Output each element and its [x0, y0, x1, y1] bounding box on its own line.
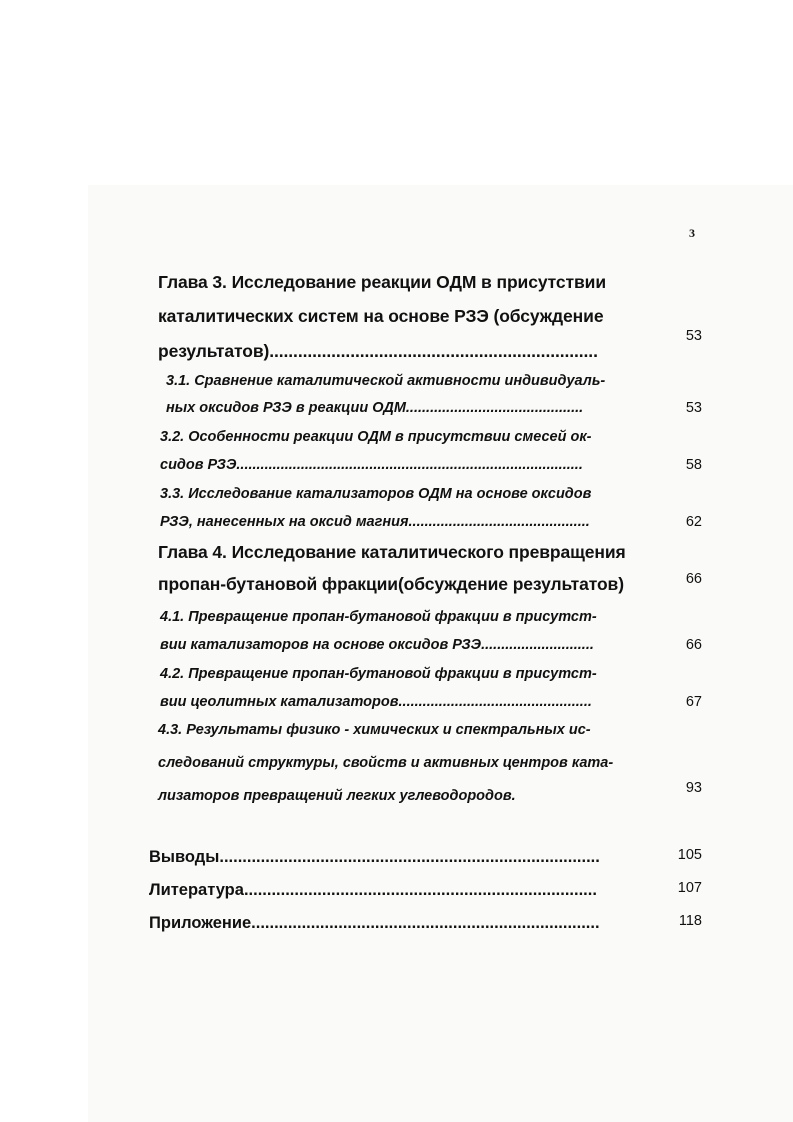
toc-chapter-3-line-1: Глава 3. Исследование реакции ОДМ в присутствии [158, 272, 606, 292]
toc-chapter-3-line-2: каталитических систем на основе РЗЭ (обсуждение [158, 306, 604, 326]
toc-section-3-3-line-1: 3.3. Исследование катализаторов ОДМ на основе оксидов [160, 486, 592, 502]
toc-section-3-2-line-1: 3.2. Особенности реакции ОДМ в присутствии смесей ок- [160, 429, 592, 445]
toc-chapter-4-line-2: пропан-бутановой фракции(обсуждение результатов) [158, 574, 624, 594]
toc-conclusions-label: Выводы................................................................................... [149, 848, 600, 866]
toc-section-4-3-line-3: лизаторов превращений легких углеводородов. [158, 788, 516, 804]
toc-section-4-1-line-2: вии катализаторов на основе оксидов РЗЭ............................ [160, 637, 594, 653]
toc-chapter-3-line-3: результатов)..................................................................... [158, 341, 598, 361]
toc-chapter-3-page: 53 [685, 328, 702, 344]
toc-section-4-1-page: 66 [685, 637, 702, 653]
toc-section-4-2-page: 67 [685, 694, 702, 710]
toc-section-4-3-line-2: следований структуры, свойств и активных центров ката- [158, 755, 614, 771]
toc-chapter-4-line-1: Глава 4. Исследование каталитического превращения [158, 542, 626, 562]
toc-appendix-page: 118 [678, 913, 702, 929]
toc-section-4-2-line-1: 4.2. Превращение пропан-бутановой фракции в присутст- [160, 666, 597, 682]
toc-section-3-1-page: 53 [685, 400, 702, 416]
toc-section-4-3-page: 93 [685, 780, 702, 796]
toc-section-4-2-line-2: вии цеолитных катализаторов................................................ [160, 694, 592, 710]
toc-conclusions-page: 105 [677, 847, 702, 863]
toc-section-3-2-line-2: сидов РЗЭ...................................................................................... [160, 457, 583, 473]
toc-chapter-4-page: 66 [685, 571, 702, 587]
toc-section-3-1-line-1: 3.1. Сравнение каталитической активности индивидуаль- [166, 373, 606, 389]
toc-references-page: 107 [677, 880, 702, 896]
toc-section-4-3-line-1: 4.3. Результаты физико - химических и спектральных ис- [158, 722, 591, 738]
toc-references-label: Литература............................................................................. [149, 881, 597, 899]
toc-appendix-label: Приложение............................................................................ [149, 914, 600, 932]
toc-section-3-3-page: 62 [685, 514, 702, 530]
toc-section-3-1-line-2: ных оксидов РЗЭ в реакции ОДМ............................................ [166, 400, 584, 416]
page-number: 3 [689, 226, 695, 240]
toc-section-3-2-page: 58 [685, 457, 702, 473]
toc-section-4-1-line-1: 4.1. Превращение пропан-бутановой фракции в присутст- [160, 609, 597, 625]
toc-section-3-3-line-2: РЗЭ, нанесенных на оксид магния............................................. [160, 514, 590, 530]
